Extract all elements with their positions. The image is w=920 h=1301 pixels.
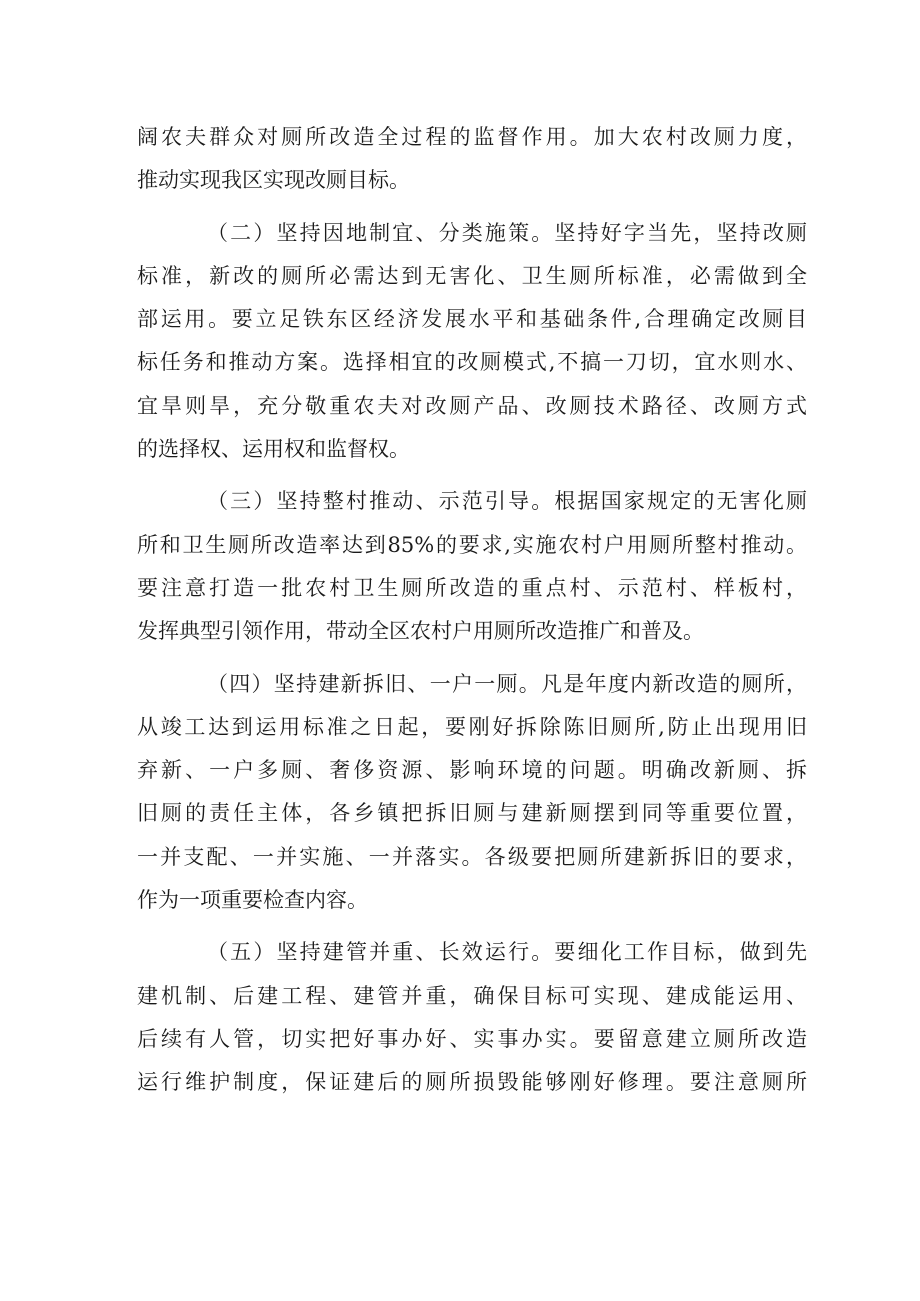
paragraph-section-4 <box>137 663 807 923</box>
text-line: 标准，新改的厕所必需达到无害化、卫生厕所标准，必需做到全 <box>137 263 807 288</box>
text-line: 的选择权、运用权和监督权。 <box>137 437 410 462</box>
text-line: 阔农夫群众对厕所改造全过程的监督作用。加大农村改厕力度， <box>137 125 807 149</box>
text-line: 所和卫生厕所改造率达到85%的要求,实施农村户用厕所整村推动。 <box>137 532 807 557</box>
text-line: 后续有人管，切实把好事办好、实事办实。要留意建立厕所改造 <box>137 1026 807 1051</box>
text-line: 部运用。要立足铁东区经济发展水平和基础条件,合理确定改厕目 <box>137 307 807 332</box>
text-line: 标任务和推动方案。选择相宜的改厕模式,不搞一刀切，宜水则水、 <box>137 350 807 375</box>
paragraph-section-5 <box>137 931 807 1104</box>
text-line: 推动实现我区实现改厕目标。 <box>137 168 410 193</box>
text-line: （二）坚持因地制宜、分类施策。坚持好字当先，坚持改厕 <box>207 220 807 245</box>
text-line: 从竣工达到运用标准之日起，要刚好拆除陈旧厕所,防止出现用旧 <box>137 714 807 739</box>
text-line: 弃新、一户多厕、奢侈资源、影响环境的问题。明确改新厕、拆 <box>137 758 807 783</box>
text-line: 一并支配、一并实施、一并落实。各级要把厕所建新拆旧的要求， <box>137 844 807 869</box>
text-line: 运行维护制度，保证建后的厕所损毁能够刚好修理。要注意厕所 <box>137 1070 807 1095</box>
text-line: （五）坚持建管并重、长效运行。要细化工作目标，做到先 <box>207 940 807 965</box>
paragraph-section-2 <box>137 212 807 472</box>
document-body <box>137 116 807 1105</box>
paragraph-continuation <box>137 116 807 203</box>
text-line: 发挥典型引领作用，带动全区农村户用厕所改造推广和普及。 <box>137 619 704 644</box>
text-line: 建机制、后建工程、建管并重，确保目标可实现、建成能运用、 <box>137 983 807 1008</box>
paragraph-section-3 <box>137 480 807 653</box>
text-line: 作为一项重要检查内容。 <box>137 888 368 913</box>
text-line: 旧厕的责任主体，各乡镇把拆旧厕与建新厕摆到同等重要位置， <box>137 801 807 826</box>
text-line: （三）坚持整村推动、示范引导。根据国家规定的无害化厕 <box>207 489 807 514</box>
text-line: 要注意打造一批农村卫生厕所改造的重点村、示范村、样板村， <box>137 575 807 600</box>
text-line: 宜旱则旱，充分敬重农夫对改厕产品、改厕技术路径、改厕方式 <box>137 393 807 418</box>
text-line: （四）坚持建新拆旧、一户一厕。凡是年度内新改造的厕所， <box>207 671 807 696</box>
